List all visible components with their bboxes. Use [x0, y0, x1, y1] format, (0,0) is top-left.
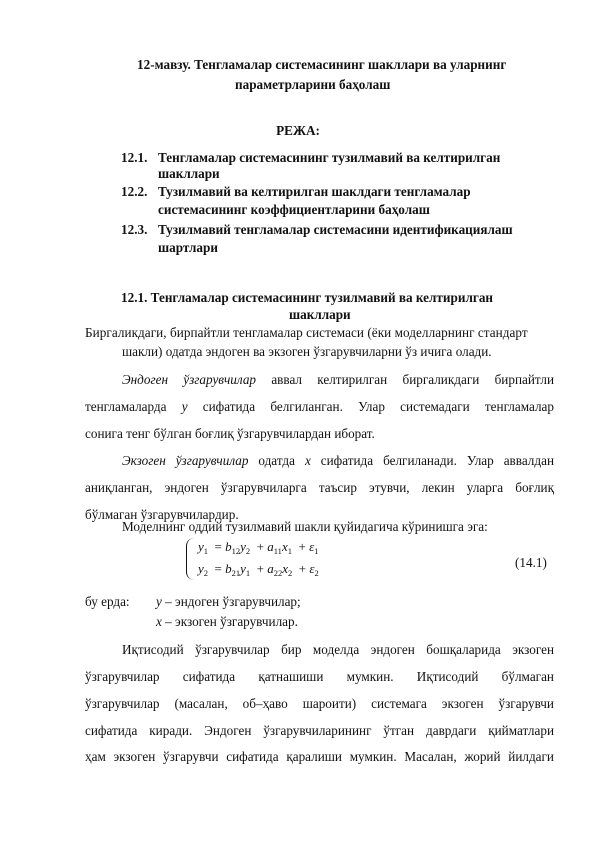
where-var-x: x: [156, 614, 162, 629]
final-paragraph-line1: Иқтисодий ўзгарувчилар бир моделда эндоген бошқаларида экзоген: [122, 642, 554, 657]
plan-item-2-line1: Тузилмавий ва келтирилган шаклдаги тенгламалар: [158, 184, 471, 199]
paragraph-3-text-b: сифатида белгиланади. Улар аввалдан: [310, 453, 555, 468]
where-var-y: y: [156, 594, 162, 609]
paragraph-3-text-a: одатда: [248, 453, 305, 468]
paragraph-2-line3: сонига тенг бўлган боғлиқ ўзгарувчилардан иборат.: [85, 426, 375, 441]
where-line-1: [156, 594, 301, 610]
paragraph-3-line2: аниқланган, эндоген ўзгарувчиларга таъсир этувчи, лекин уларга боғлиқ: [85, 480, 554, 495]
plan-item-3-line1: Тузилмавий тенгламалар системасини идентификациялаш: [158, 222, 513, 237]
endogenous-term: Эндоген ўзгарувчилар: [122, 372, 257, 387]
where-text-1: – эндоген ўзгарувчилар;: [161, 594, 301, 609]
paragraph-3-line3: бўлмаган ўзгарувчилардир.: [85, 507, 239, 522]
paragraph-2-text-a: тенгламаларда: [85, 399, 182, 414]
paragraph-2-line1: [122, 372, 554, 388]
paragraph-2-text: аввал келтирилган биргаликдаги бирпайтли: [256, 372, 554, 387]
where-label: бу ерда:: [85, 594, 130, 609]
plan-heading: РЕЖА:: [276, 123, 320, 138]
equation-brace: [186, 538, 197, 580]
document-title-line2: параметрларини баҳолаш: [235, 77, 391, 92]
plan-item-1-number: 12.1.: [121, 150, 148, 165]
paragraph-1-line2: шакли) одатда эндоген ва экзоген ўзгарувчиларни ўз ичига олади.: [122, 344, 492, 359]
plan-item-1-line2: шакллари: [158, 166, 220, 181]
final-paragraph-line2: ўзгарувчилар сифатида қатнашиши мумкин. Иқтисодий бўлмаган: [85, 669, 554, 684]
plan-item-3-line2: шартлари: [158, 240, 218, 255]
exogenous-term: Экзоген ўзгарувчилар: [122, 453, 249, 468]
plan-item-1-line1: Тенгламалар системасининг тузилмавий ва келтирилган: [158, 150, 501, 165]
variable-x: x: [304, 453, 311, 468]
where-line-2: [156, 614, 298, 630]
paragraph-2-line2: [85, 399, 554, 415]
equation-row-1: $y_1 = b_{12}y_2 + a_{11}x_1 + \varepsilon_1$: [198, 539, 319, 556]
paragraph-3-line1: [122, 453, 554, 469]
equation-number: (14.1): [515, 555, 547, 570]
section-heading-line2: шакллари: [289, 307, 351, 322]
final-paragraph-line3: ўзгарувчилар (масалан, об–ҳаво шароити) системага экзоген ўзгарувчи: [85, 696, 554, 711]
variable-y: y: [181, 399, 188, 414]
equation-row-2: $y_2 = b_{21}y_1 + a_{22}x_2 + \varepsilon_2$: [198, 561, 319, 578]
paragraph-4-text: Моделнинг оддий тузилмавий шакли қуйидагича кўринишга эга:: [122, 519, 488, 534]
where-text-2: – экзоген ўзгарувчилар.: [161, 614, 298, 629]
final-paragraph-line4: сифатида киради. Эндоген ўзгарувчиларининг ўтган даврдаги қийматлари: [85, 723, 554, 738]
final-paragraph-line5: ҳам экзоген ўзгарувчи сифатида қаралиши мумкин. Масалан, жорий йилдаги: [85, 749, 554, 764]
plan-item-3-number: 12.3.: [121, 222, 148, 237]
section-heading-line1: 12.1. Тенгламалар системасининг тузилмавий ва келтирилган: [121, 290, 494, 305]
paragraph-1-line1: Биргаликдаги, бирпайтли тенгламалар системаси (ёки моделларнинг стандарт: [85, 325, 528, 340]
document-title-line1: 12-мавзу. Тенгламалар системасининг шакллари ва уларнинг: [137, 57, 507, 72]
paragraph-2-text-b: сифатида белгиланган. Улар системадаги тенгламалар: [187, 399, 554, 414]
plan-item-2-number: 12.2.: [121, 184, 148, 199]
plan-item-2-line2: системасининг коэффициентларини баҳолаш: [158, 202, 430, 217]
